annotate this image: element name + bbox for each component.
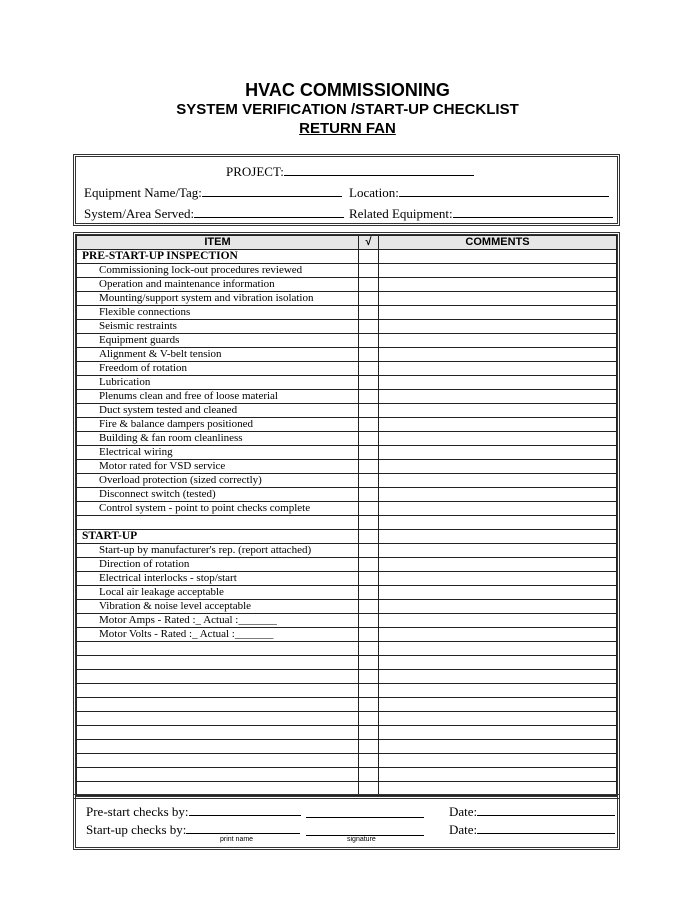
column-header-check: √ — [359, 236, 379, 250]
item-label — [77, 768, 359, 782]
item-label: Motor rated for VSD service — [77, 460, 359, 474]
signature-caption: signature — [347, 836, 376, 843]
blank-row — [77, 726, 617, 740]
project-label: PROJECT: — [226, 164, 284, 179]
blank-row — [77, 670, 617, 684]
location-label: Location: — [349, 185, 399, 200]
print-name-caption: print name — [220, 836, 254, 843]
project-info-box — [73, 154, 620, 226]
comments-cell[interactable] — [379, 264, 617, 278]
comments-cell[interactable] — [379, 684, 617, 698]
comments-cell[interactable] — [379, 376, 617, 390]
comments-cell[interactable] — [379, 740, 617, 754]
item-label: Commissioning lock-out procedures reviewed — [77, 264, 359, 278]
table-row — [77, 488, 617, 502]
check-cell[interactable] — [359, 712, 379, 726]
table-row — [77, 292, 617, 306]
blank-row — [77, 698, 617, 712]
system-area-row — [84, 205, 344, 222]
table-row — [77, 614, 617, 628]
item-label — [77, 656, 359, 670]
check-cell[interactable] — [359, 600, 379, 614]
check-cell[interactable] — [359, 614, 379, 628]
check-cell[interactable] — [359, 670, 379, 684]
comments-cell[interactable] — [379, 614, 617, 628]
check-cell[interactable] — [359, 264, 379, 278]
check-cell[interactable] — [359, 544, 379, 558]
item-label: Electrical interlocks - stop/start — [77, 572, 359, 586]
blank-row — [77, 684, 617, 698]
check-cell[interactable] — [359, 404, 379, 418]
system-area-field[interactable] — [194, 205, 344, 218]
item-label: Duct system tested and cleaned — [77, 404, 359, 418]
comments-cell[interactable] — [379, 754, 617, 768]
column-header-item: ITEM — [77, 236, 359, 250]
item-label — [77, 642, 359, 656]
comments-cell[interactable] — [379, 250, 617, 264]
signoff-box — [73, 794, 620, 850]
comments-cell[interactable] — [379, 628, 617, 642]
table-row — [77, 558, 617, 572]
location-field[interactable] — [399, 184, 609, 197]
check-cell[interactable] — [359, 726, 379, 740]
comments-cell[interactable] — [379, 488, 617, 502]
project-row — [226, 163, 474, 180]
check-cell[interactable] — [359, 334, 379, 348]
table-row — [77, 460, 617, 474]
blank-row — [77, 656, 617, 670]
startup-label: Start-up checks by: — [86, 822, 187, 837]
prestart-signoff-row — [86, 803, 301, 820]
blank-row — [77, 740, 617, 754]
checklist-table-frame — [73, 232, 620, 799]
document-title: HVAC COMMISSIONING — [245, 80, 450, 100]
item-label: Motor Volts - Rated :_ Actual :_______ — [77, 628, 359, 642]
check-cell[interactable] — [359, 306, 379, 320]
check-cell[interactable] — [359, 376, 379, 390]
comments-cell[interactable] — [379, 572, 617, 586]
check-cell[interactable] — [359, 516, 379, 530]
table-row — [77, 348, 617, 362]
prestart-print-name-field[interactable] — [189, 803, 301, 816]
startup-date-row — [449, 821, 615, 838]
table-row — [77, 572, 617, 586]
equipment-name-row — [84, 184, 342, 201]
table-row — [77, 320, 617, 334]
table-row — [77, 376, 617, 390]
comments-cell[interactable] — [379, 306, 617, 320]
check-cell[interactable] — [359, 292, 379, 306]
item-label: Control system - point to point checks complete — [77, 502, 359, 516]
comments-cell[interactable] — [379, 544, 617, 558]
item-label: Lubrication — [77, 376, 359, 390]
project-field[interactable] — [284, 163, 474, 176]
item-label: Vibration & noise level acceptable — [77, 600, 359, 614]
comments-cell[interactable] — [379, 446, 617, 460]
comments-cell[interactable] — [379, 432, 617, 446]
table-row — [77, 502, 617, 516]
check-cell[interactable] — [359, 656, 379, 670]
table-row — [77, 544, 617, 558]
prestart-date-field[interactable] — [477, 803, 615, 816]
check-cell[interactable] — [359, 558, 379, 572]
comments-cell[interactable] — [379, 726, 617, 740]
table-row — [77, 362, 617, 376]
startup-date-label: Date: — [449, 822, 478, 837]
check-cell[interactable] — [359, 432, 379, 446]
comments-cell[interactable] — [379, 460, 617, 474]
blank-row — [77, 642, 617, 656]
item-label: Motor Amps - Rated :_ Actual :_______ — [77, 614, 359, 628]
table-row — [77, 418, 617, 432]
comments-cell[interactable] — [379, 656, 617, 670]
item-label: Freedom of rotation — [77, 362, 359, 376]
blank-row — [77, 712, 617, 726]
check-cell[interactable] — [359, 320, 379, 334]
check-cell[interactable] — [359, 642, 379, 656]
system-area-label: System/Area Served: — [84, 206, 195, 221]
startup-signoff-row — [86, 821, 300, 838]
check-cell[interactable] — [359, 418, 379, 432]
item-label: Plenums clean and free of loose material — [77, 390, 359, 404]
section-heading: PRE-START-UP INSPECTION — [77, 250, 359, 264]
comments-cell[interactable] — [379, 278, 617, 292]
table-row — [77, 264, 617, 278]
check-cell[interactable] — [359, 390, 379, 404]
check-cell[interactable] — [359, 684, 379, 698]
check-cell[interactable] — [359, 572, 379, 586]
equipment-name-field[interactable] — [202, 184, 342, 197]
item-label — [77, 712, 359, 726]
item-label: Overload protection (sized correctly) — [77, 474, 359, 488]
comments-cell[interactable] — [379, 404, 617, 418]
table-row — [77, 628, 617, 642]
comments-cell[interactable] — [379, 362, 617, 376]
item-label: Local air leakage acceptable — [77, 586, 359, 600]
section-row — [77, 250, 617, 264]
table-row — [77, 404, 617, 418]
comments-cell[interactable] — [379, 516, 617, 530]
item-label — [77, 684, 359, 698]
item-label — [77, 516, 359, 530]
item-label — [77, 698, 359, 712]
check-cell[interactable] — [359, 586, 379, 600]
equipment-name-label: Equipment Name/Tag: — [84, 185, 202, 200]
item-label: Disconnect switch (tested) — [77, 488, 359, 502]
related-equipment-row — [349, 205, 613, 222]
comments-cell[interactable] — [379, 320, 617, 334]
comments-cell[interactable] — [379, 670, 617, 684]
item-label: Operation and maintenance information — [77, 278, 359, 292]
comments-cell[interactable] — [379, 474, 617, 488]
document-subtitle: SYSTEM VERIFICATION /START-UP CHECKLIST — [176, 101, 519, 118]
comments-cell[interactable] — [379, 600, 617, 614]
item-label: Start-up by manufacturer's rep. (report attached) — [77, 544, 359, 558]
column-header-comments: COMMENTS — [379, 236, 617, 250]
table-row — [77, 474, 617, 488]
checklist-table — [76, 235, 617, 796]
comments-cell[interactable] — [379, 558, 617, 572]
prestart-date-label: Date: — [449, 804, 478, 819]
comments-cell[interactable] — [379, 712, 617, 726]
check-cell[interactable] — [359, 460, 379, 474]
table-header-row — [77, 236, 617, 250]
table-row — [77, 306, 617, 320]
comments-cell[interactable] — [379, 642, 617, 656]
item-label: Alignment & V-belt tension — [77, 348, 359, 362]
check-cell[interactable] — [359, 474, 379, 488]
item-label: Seismic restraints — [77, 320, 359, 334]
item-label: Mounting/support system and vibration isolation — [77, 292, 359, 306]
item-label: Direction of rotation — [77, 558, 359, 572]
item-label: Flexible connections — [77, 306, 359, 320]
check-cell[interactable] — [359, 530, 379, 544]
check-cell[interactable] — [359, 488, 379, 502]
check-cell[interactable] — [359, 698, 379, 712]
item-label — [77, 740, 359, 754]
prestart-date-row — [449, 803, 615, 820]
section-heading: START-UP — [77, 530, 359, 544]
item-label — [77, 754, 359, 768]
check-cell[interactable] — [359, 250, 379, 264]
blank-row — [77, 754, 617, 768]
equipment-type-heading: RETURN FAN — [299, 120, 396, 137]
comments-cell[interactable] — [379, 698, 617, 712]
check-cell[interactable] — [359, 278, 379, 292]
startup-signature-field[interactable] — [306, 823, 424, 836]
prestart-label: Pre-start checks by: — [86, 804, 189, 819]
check-cell[interactable] — [359, 740, 379, 754]
check-cell[interactable] — [359, 348, 379, 362]
item-label — [77, 670, 359, 684]
table-row — [77, 600, 617, 614]
blank-row — [77, 516, 617, 530]
check-cell[interactable] — [359, 754, 379, 768]
item-label: Equipment guards — [77, 334, 359, 348]
comments-cell[interactable] — [379, 390, 617, 404]
check-cell[interactable] — [359, 446, 379, 460]
section-row — [77, 530, 617, 544]
table-row — [77, 390, 617, 404]
comments-cell[interactable] — [379, 292, 617, 306]
table-row — [77, 586, 617, 600]
item-label — [77, 726, 359, 740]
table-row — [77, 334, 617, 348]
comments-cell[interactable] — [379, 502, 617, 516]
check-cell[interactable] — [359, 628, 379, 642]
startup-print-name-field[interactable] — [186, 821, 300, 834]
comments-cell[interactable] — [379, 768, 617, 782]
item-label: Building & fan room cleanliness — [77, 432, 359, 446]
item-label: Electrical wiring — [77, 446, 359, 460]
check-cell[interactable] — [359, 502, 379, 516]
table-row — [77, 446, 617, 460]
check-cell[interactable] — [359, 362, 379, 376]
startup-date-field[interactable] — [477, 821, 615, 834]
check-cell[interactable] — [359, 768, 379, 782]
comments-cell[interactable] — [379, 418, 617, 432]
table-row — [77, 432, 617, 446]
comments-cell[interactable] — [379, 586, 617, 600]
location-row — [349, 184, 609, 201]
comments-cell[interactable] — [379, 530, 617, 544]
item-label: Fire & balance dampers positioned — [77, 418, 359, 432]
table-row — [77, 278, 617, 292]
checklist-body — [77, 250, 617, 796]
prestart-signature-field[interactable] — [306, 805, 424, 818]
related-equipment-label: Related Equipment: — [349, 206, 453, 221]
comments-cell[interactable] — [379, 348, 617, 362]
related-equipment-field[interactable] — [453, 205, 613, 218]
blank-row — [77, 768, 617, 782]
comments-cell[interactable] — [379, 334, 617, 348]
document-header — [0, 80, 695, 138]
